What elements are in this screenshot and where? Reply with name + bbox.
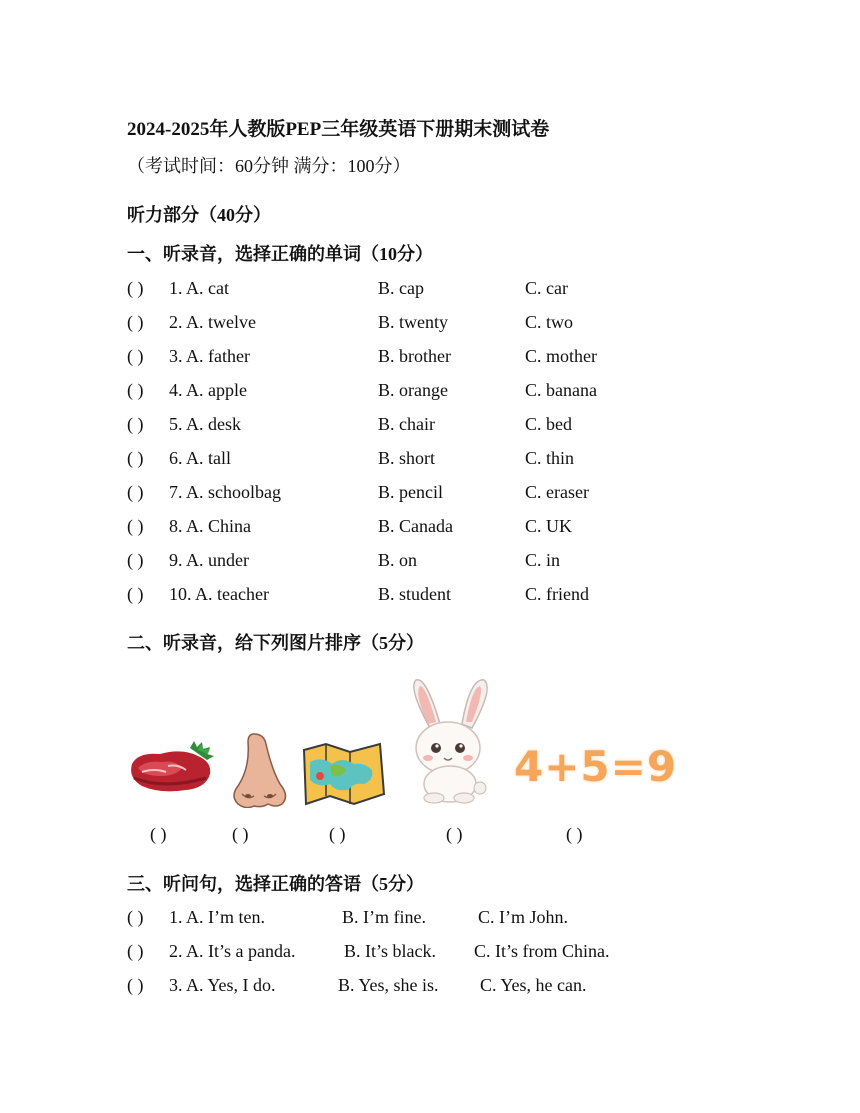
option-a: 3. A. Yes, I do. <box>169 975 276 995</box>
option-a: 7. A. schoolbag <box>169 482 281 502</box>
option-c: C. I’m John. <box>478 907 568 927</box>
option-c: C. UK <box>525 516 573 536</box>
answer-blank[interactable]: ( ) <box>127 346 144 366</box>
option-a: 10. A. teacher <box>169 584 269 604</box>
option-b: B. orange <box>378 380 448 400</box>
answer-blank[interactable]: ( ) <box>127 482 144 502</box>
answer-blank[interactable]: ( ) <box>127 414 144 434</box>
option-a: 5. A. desk <box>169 414 241 434</box>
answer-blank[interactable]: ( ) <box>127 312 144 332</box>
option-c: C. mother <box>525 346 597 366</box>
option-c: C. in <box>525 550 561 570</box>
option-c: C. eraser <box>525 482 589 502</box>
answer-blank[interactable]: ( ) <box>127 584 144 604</box>
option-b: B. chair <box>378 414 435 434</box>
picture-answer-blank[interactable]: ( ) <box>232 824 249 844</box>
answer-blank[interactable]: ( ) <box>127 941 144 961</box>
exam-title: 2024-2025年人教版PEP三年级英语下册期末测试卷 <box>127 119 550 140</box>
option-a: 2. A. twelve <box>169 312 256 332</box>
option-c: C. bed <box>525 414 572 434</box>
picture-answer-blank[interactable]: ( ) <box>446 824 463 844</box>
picture-answer-blank[interactable]: ( ) <box>150 824 167 844</box>
option-b: B. Canada <box>378 516 453 536</box>
option-a: 1. A. I’m ten. <box>169 907 265 927</box>
option-a: 2. A. It’s a panda. <box>169 941 296 961</box>
option-b: B. I’m fine. <box>342 907 426 927</box>
option-b: B. brother <box>378 346 451 366</box>
option-c: C. Yes, he can. <box>480 975 587 995</box>
nose-icon <box>226 732 292 808</box>
answer-blank[interactable]: ( ) <box>127 516 144 536</box>
meat-icon <box>128 738 218 796</box>
option-c: C. friend <box>525 584 589 604</box>
answer-blank[interactable]: ( ) <box>127 907 144 927</box>
answer-blank[interactable]: ( ) <box>127 380 144 400</box>
exam-info: （考试时间：60分钟 满分：100分） <box>127 156 411 176</box>
math-equation-icon: 4+5=9 <box>514 742 678 791</box>
answer-blank[interactable]: ( ) <box>127 975 144 995</box>
section3-heading: 三、听问句，选择正确的答语（5分） <box>127 874 424 894</box>
option-a: 6. A. tall <box>169 448 231 468</box>
option-c: C. banana <box>525 380 597 400</box>
section2-heading: 二、听录音，给下列图片排序（5分） <box>127 633 424 653</box>
rabbit-icon <box>404 676 496 804</box>
option-a: 9. A. under <box>169 550 249 570</box>
option-b: B. Yes, she is. <box>338 975 439 995</box>
section1-heading: 一、听录音，选择正确的单词（10分） <box>127 244 433 264</box>
option-a: 3. A. father <box>169 346 250 366</box>
option-b: B. It’s black. <box>344 941 436 961</box>
answer-blank[interactable]: ( ) <box>127 448 144 468</box>
option-c: C. two <box>525 312 574 332</box>
option-b: B. cap <box>378 278 424 298</box>
option-b: B. pencil <box>378 482 443 502</box>
option-a: 1. A. cat <box>169 278 229 298</box>
answer-blank[interactable]: ( ) <box>127 278 144 298</box>
option-c: C. car <box>525 278 568 298</box>
option-b: B. short <box>378 448 436 468</box>
listening-part-heading: 听力部分（40分） <box>127 205 271 225</box>
option-a: 4. A. apple <box>169 380 247 400</box>
map-icon <box>300 740 386 808</box>
picture-answer-blank[interactable]: ( ) <box>566 824 583 844</box>
option-b: B. student <box>378 584 452 604</box>
option-c: C. It’s from China. <box>474 941 610 961</box>
picture-answer-blank[interactable]: ( ) <box>329 824 346 844</box>
option-c: C. thin <box>525 448 575 468</box>
option-a: 8. A. China <box>169 516 252 536</box>
option-b: B. on <box>378 550 418 570</box>
answer-blank[interactable]: ( ) <box>127 550 144 570</box>
option-b: B. twenty <box>378 312 448 332</box>
